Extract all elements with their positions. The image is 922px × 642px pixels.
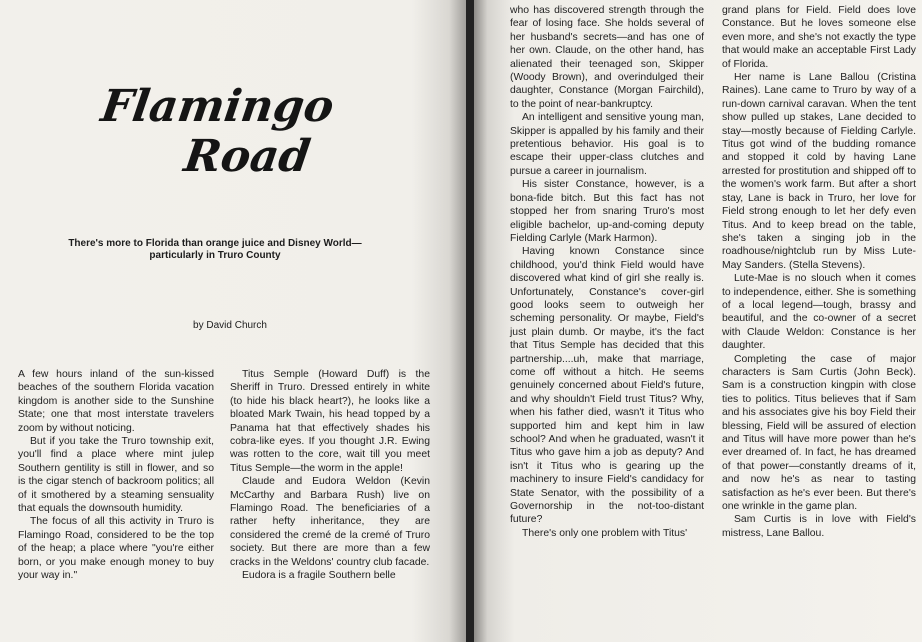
left-column-2 — [230, 368, 430, 583]
paragraph: Eudora is a fragile Southern belle — [242, 570, 396, 582]
right-column-1 — [510, 4, 704, 540]
title-line-2: Road — [180, 131, 314, 182]
left-column-1 — [18, 368, 214, 583]
paragraph: Titus Semple (Howard Duff) is the Sheriff in Truro. Dressed entirely in white (to hide his black heart?), he looks like a bloated Mark Twain, his head topped by a Panama hat that effectively shades his cobra-like eyes. If you thought J.R. Ewing was rotten to the core, wait till you meet Titus Semple—the worm in the apple! — [230, 369, 430, 474]
paragraph: Her name is Lane Ballou (Cristina Raines). Lane came to Truro by way of a run-down carnival caravan. When the tent show pulled up stakes, Lane decided to stay—mostly because of Fielding Carlyle. Titus got wind of the budding romance and stopped it cold by having Lane arrested for prostitution and shipped off to the women's work farm. But after a short stay, Lane is back in Truro, her love for Field strong enough to let her defy even Titus. And to keep bread on the table, she's taken a singing job in the roadhouse/nightclub run by Miss Lute-May Sanders. (Stella Stevens). — [722, 72, 916, 271]
article-title — [91, 81, 338, 182]
paragraph: Sam Curtis is in love with Field's mistress, Lane Ballou. — [722, 514, 916, 539]
byline: by David Church — [193, 320, 267, 331]
paragraph: Lute-Mae is no slouch when it comes to independence, either. She is something of a local legend—tough, brassy and beautiful, and the co-owner of a secret with Claude Weldon: Constance is her daughter. — [722, 273, 916, 352]
paragraph: Completing the case of major characters is Sam Curtis (John Beck). Sam is a construction kingpin with close ties to politics. Titus believes that if Sam and his associates give his boy Field their blessing, Field will be assured of election and Titus will have more power than he's ever dreamed of. In fact, he has dreamed of that power—constantly dreams of it, and now he's as near to tasting satisfaction as he's ever been. But there's one wrinkle in the game plan. — [722, 353, 916, 513]
right-column-2 — [722, 4, 916, 540]
paragraph: The focus of all this activity in Truro is Flamingo Road, considered to be the top of the heap; a place where "you're either born, or you make enough money to buy your way in." — [18, 516, 214, 582]
right-page — [474, 0, 922, 642]
paragraph: Claude and Eudora Weldon (Kevin McCarthy and Barbara Rush) live on Flamingo Road. The beneficiaries of a rather hefty inheritance, they are considered the cremé de la cremé of Truro society. But there are more than a few cracks in the Weldons' country club facade. — [230, 476, 430, 568]
paragraph: But if you take the Truro township exit, you'll find a place where mint julep Southern gentility is still in flower, and so is the cigar stench of backroom politics; all of it smothered by a steaming sensuality that equals the downsouth humidity. — [18, 436, 214, 515]
title-line-1: Flamingo — [98, 81, 338, 132]
paragraph: grand plans for Field. Field does love Constance. But he loves someone else even more, and she's not exactly the type that would make an acceptable First Lady of Florida. — [722, 5, 916, 70]
paragraph: Having known Constance since childhood, you'd think Field would have discovered what kind of girl she really is. Unfortunately, Constance's cover-girl good looks seem to outweigh her scheming personality. Or maybe, Field's just plain dumb. Or maybe, it's the fact that Titus Semple has decided that this partnership....uh, make that marriage, come off without a hitch. He seems genuinely concerned about Field's future, and why shouldn't Field trust Titus? Why, when his father died, wasn't it Titus who supported him and kept him in law school? And when he graduated, wasn't it Titus who gave him a job as deputy? And isn't it Titus who is gearing up the machinery to insure Field's candidacy for State Senator, with the possibility of a Governorship in the not-too-distant future? — [510, 246, 704, 526]
paragraph: who has discovered strength through the fear of losing face. She holds several of her husband's secrets—and has one of her own. Claude, on the other hand, has alienated their teenaged son, Skipper (Woody Brown), and overindulged their daughter, Constance (Morgan Fairchild), to the point of near-bankruptcy. — [510, 5, 704, 110]
paragraph: An intelligent and sensitive young man, Skipper is appalled by his family and their pretentious behavior. His goal is to escape their upper-class clutches and pursue a career in journalism. — [510, 112, 704, 177]
paragraph: There's only one problem with Titus' — [522, 527, 688, 539]
paragraph: A few hours inland of the sun-kissed beaches of the southern Florida vacation kingdom is another side to the Sunshine State; one that most interstate travelers zoom by without noticing. — [18, 369, 214, 434]
article-subtitle: There's more to Florida than orange juice and Disney World—particularly in Truro County — [68, 238, 362, 261]
paragraph: His sister Constance, however, is a bona-fide bitch. But this fact has not stopped her from snaring Truro's most eligible bachelor, up-and-coming deputy Fielding Carlyle (Mark Harmon). — [510, 179, 704, 244]
